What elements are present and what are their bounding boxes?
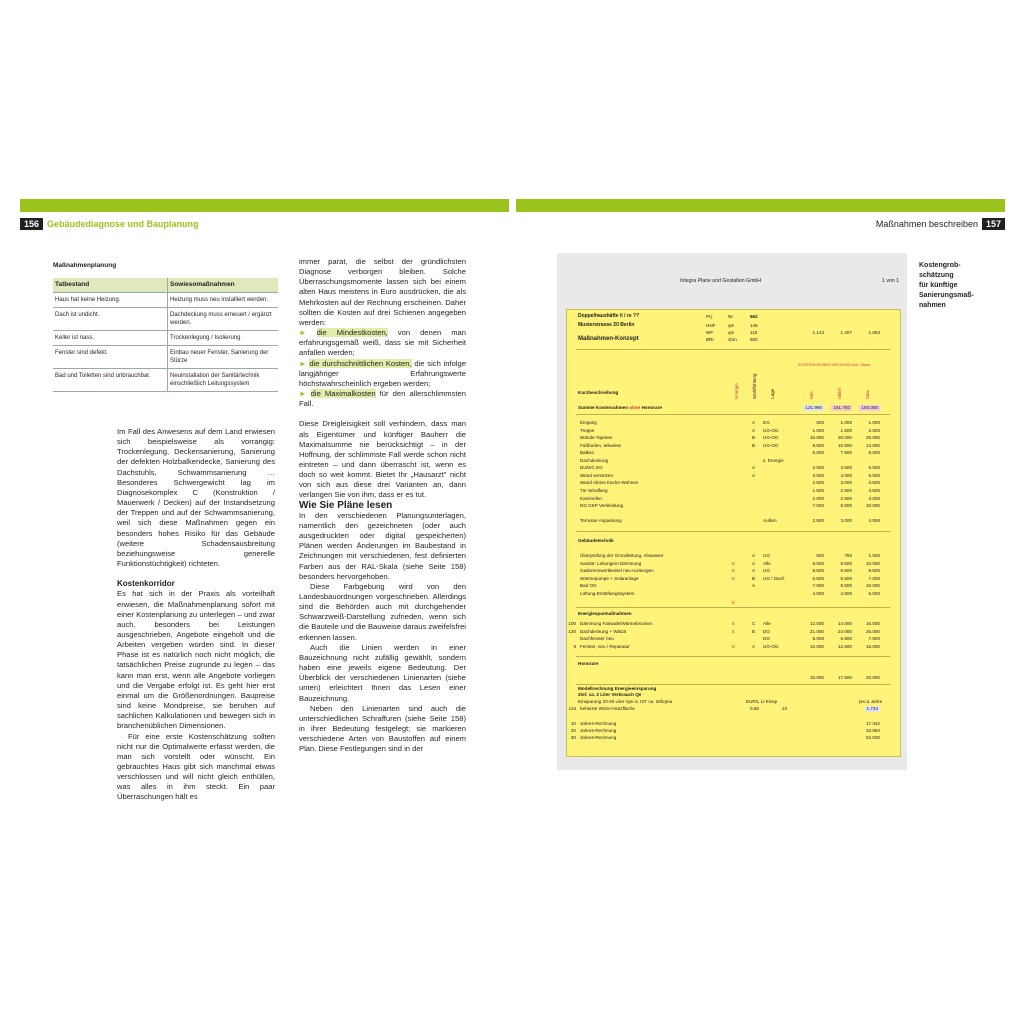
sheet-cell: 1.000	[840, 420, 852, 425]
item-name: Fenster, neu / Reparatur	[580, 643, 630, 649]
caption-line: schätzung	[919, 272, 954, 279]
item-name: Sanitär: Leitungen+Dämmung	[580, 560, 642, 566]
item-quantity: 9	[573, 643, 576, 649]
item-energie: E	[732, 621, 736, 626]
item-quantity: 130	[568, 628, 576, 634]
sheet-cell: 1.000	[868, 420, 880, 425]
item-lage: UG-OG	[763, 442, 779, 448]
paragraph: Auch die Linien werden in einer Bauzeichnung nicht zufällig gewählt, sondern haben eine jeweils eigene Bedeutung. Der Überblick der verschiedenen Linienarten (siehe unten) erleichtert Ihnen das Lesen einer Bauzeichnung.	[299, 642, 466, 703]
meta-unit: qm	[728, 330, 735, 335]
sheet-cell: 21.000	[809, 628, 824, 634]
sheet-cell: 7.000	[868, 575, 880, 581]
sheet-cell: 7.500	[840, 450, 852, 456]
item-wohl: A	[752, 583, 756, 589]
sheet-cell: 10.000	[865, 503, 880, 509]
group-title: Honorare	[578, 661, 599, 666]
table-cell: Heizung muss neu installiert werden.	[167, 293, 278, 307]
table-cell: Einbau neuer Fenster, Sanierung der Stürze	[167, 346, 278, 368]
column-label: Lage	[770, 388, 775, 399]
sheet-cell: 14.000	[837, 621, 852, 626]
table-row	[53, 331, 278, 346]
column-label: Wohlfühlung	[752, 373, 757, 399]
year-label: Jahres-Rechnung	[580, 721, 617, 726]
sheet-cell: 10.000	[865, 560, 880, 566]
left-page-number: 156	[20, 218, 43, 230]
sheet-cell: 3.000	[840, 518, 852, 523]
sheet-cell: 7.000	[812, 503, 824, 509]
sheet-cell: 750	[844, 553, 852, 558]
group-title: Energiesparmaßnahmen	[578, 611, 632, 616]
item-lage: UG-OG	[763, 643, 779, 649]
sheet-cell: 1.500	[840, 427, 852, 433]
item-name: Dämmung Fassade/Wärmebrücken	[580, 621, 653, 626]
item-energie: E	[732, 628, 736, 634]
paragraph: Im Fall des Anwesens auf dem Land erwiesen sich beispielsweise als vorrangig: Trockenlegung, Deckensanierung, Sanierung der defekten Holzbalkendecke, Sanierung des Dachstuhls, Schwammsanierung … Besonderes Schwergewicht lag im Diagnosekomplex C (Konstruktion / Mauerwerk / Decken) auf der Instandsetzung der Treppen und auf der Schwammsanierung, weil sich diese Maßnahmen gegen ein besonders hohes Risiko für das Gebäude (weitere Schadensausbreitung beziehungsweise generelle Funktionstüchtigkeit) richteten.	[117, 427, 275, 569]
sheet-cell: 13.000	[865, 442, 880, 448]
item-wohl: A	[752, 553, 756, 558]
project-title: Doppelhaushäfte li / re ??	[578, 313, 640, 319]
item-energie: E	[732, 560, 736, 566]
group-title: Gebäudetechnik	[578, 538, 614, 543]
item-name: Bad OG	[580, 583, 597, 589]
sheet-cell: 3.500	[868, 480, 880, 486]
sheet-cell: 10.000	[809, 643, 824, 649]
caption-line: für künftige	[919, 282, 958, 289]
sheet-cell: 500	[816, 420, 824, 425]
sheet-cell: 5.000	[812, 636, 824, 642]
highlight-text: die Maximalkosten	[310, 389, 376, 399]
sheet-cell: 9.500	[868, 568, 880, 574]
sheet-cell: 5.000	[868, 472, 880, 478]
item-name: Gasbrennwertkessel neu+Leitungen	[580, 568, 654, 574]
meta-key: Prj.	[706, 314, 713, 319]
sheet-cell: 15.000	[809, 675, 824, 680]
model-label: pro a Jahre	[859, 699, 883, 704]
sheet-cell: 3.000	[812, 472, 824, 478]
model-title: Modellrechnung Energieeinsparung	[578, 686, 657, 691]
left-head-title: Gebäudediagnose und Bauplanung	[47, 219, 199, 229]
meta-unit: qm	[728, 323, 735, 328]
sheet-cell: 5.000	[868, 590, 880, 596]
figure-caption	[919, 261, 974, 311]
highlight-text: die Mindestkosten,	[316, 328, 388, 338]
meta-value: 115	[750, 330, 758, 335]
item-wohl: A	[752, 427, 756, 433]
item-name: Wand versetzen	[580, 472, 614, 478]
paragraph: Neben den Linienarten sind auch die unterschiedlichen Schraffuren (siehe Seite 158) in ihrer Bedeutung festgelegt; sie markieren verschiedene Arten von Baustoffen auf einem Plan. Diese Festlegungen sind in der	[299, 703, 466, 754]
item-lage: EG	[763, 420, 770, 425]
sheet-cell: 25.000	[865, 435, 880, 441]
year-count: 20	[570, 728, 576, 734]
item-energie: E	[732, 575, 736, 581]
header-cell: Tatbestand	[55, 281, 90, 288]
paragraph: Diese Farbgebung wird von den Landesbauordnungen vorgeschrieben. Allerdings sind die Behörden auch mit durchgehender Schwarzweiß-Darstellung zufrieden, wenn sich die Bauteile und die Bauweise daraus zweifelsfrei erkennen lassen.	[299, 581, 466, 642]
item-wohl: B	[752, 575, 756, 581]
right-page-number: 157	[982, 218, 1005, 230]
item-name: DG GKP Verkleidung	[580, 503, 624, 509]
section-heading: Kostenkorridor	[117, 579, 175, 589]
table-row	[53, 369, 278, 392]
sheet-cell: 6.500	[840, 575, 852, 581]
item-wohl: B	[752, 435, 756, 441]
header-cell: Sowiesomaßnahmen	[167, 278, 278, 292]
item-lage: Außen	[763, 518, 777, 523]
table-row	[53, 346, 278, 369]
item-wohl: A	[752, 643, 756, 649]
sheet-cell: 5.500	[812, 450, 824, 456]
sheet-cell: 7.500	[868, 636, 880, 642]
sheet-cell: 8.500	[812, 442, 824, 448]
bullet-item	[299, 359, 466, 389]
item-name: Lüftung-Entlüftungssystem	[580, 590, 635, 596]
sheet-cell: 7.500	[812, 583, 824, 589]
column-label: Min.	[809, 390, 814, 399]
sheet-cell: 15.000	[865, 643, 880, 649]
bullet-item	[299, 389, 466, 409]
page-of-label: 1 von 1	[882, 278, 900, 284]
year-label: Jahres-Rechnung	[580, 735, 617, 741]
sheet-divider	[576, 531, 890, 532]
item-name: Balkon	[580, 450, 595, 456]
item-name: Treppe	[580, 427, 595, 433]
table-cell: Trockenlegung / Isolierung	[167, 331, 278, 345]
sheet-cell: 2.500	[868, 427, 880, 433]
right-running-head	[876, 218, 1005, 230]
item-name: Dachfenster neu	[580, 636, 614, 642]
item-name: Dachdeckung + WäDä	[580, 628, 627, 634]
sheet-cell: 1.000	[868, 553, 880, 558]
sheet-divider	[576, 684, 890, 685]
sheet-cell: 8.500	[840, 583, 852, 589]
item-lage: UG	[763, 553, 770, 558]
column-label: Max.	[865, 389, 870, 399]
sheet-divider	[576, 349, 890, 350]
sum-value: 131.990	[805, 405, 822, 410]
section-heading: Wie Sie Pläne lesen	[299, 499, 393, 511]
sheet-cell: 2.500	[840, 495, 852, 501]
item-lage: UG-OG	[763, 435, 779, 441]
year-count: 30	[570, 735, 576, 741]
sheet-cell: 9.000	[868, 450, 880, 456]
item-lage: Alle	[763, 560, 771, 566]
item-lage: DG	[763, 636, 770, 642]
measures-table-title: Maßnahmenplanung	[53, 262, 117, 269]
item-wohl: B	[752, 442, 756, 448]
sum-value: 161.750	[833, 405, 850, 410]
paragraph: Für eine erste Kostenschätzung sollten nicht nur die Optimalwerte erfasst werden, die man sich vorstellt oder wünscht. Ein gebrauchtes Haus gibt sich manchmal etwas verschlossen und will nicht gleich enthüllen, was alles in ihm steckt. Ein paar Überraschungen hält es	[117, 731, 275, 802]
table-header-row	[53, 278, 278, 293]
paragraph: Es hat sich in der Praxis als vorteilhaft erwiesen, die Maßnahmenplanung sofort mit einer Kostenplanung zu unterlegen – und zwar auch, besonders bei Leistungen ausgeschrieben, Angebote eingeholt und die Arbeiten vergeben worden sind. In dieser Phase ist es natürlich noch nicht möglich, die tatsächlichen Preise zugrunde zu legen – das kann man erst, wenn alle Angebote vorliegen und die Vergabe erfolgt ist. Es geht hier erst einmal um die Größenordnungen. Baupreise sind keine Mondpreise, sie beruhen auf sachlichen Kalkulationen und bewegen sich in branchenüblichen Dimensionen.	[117, 589, 275, 731]
paragraph: In den verschiedenen Planungsunterlagen, namentlich den gezeichneten (oder auch ausgedruckten oder digital gespeicherten) Plänen werden Änderungen im Baubestand in Zeichnungen mit verschiedenen, fest definierten Farben aus der RAL-Skala (siehe Seite 158) besonders hervorgehoben.	[299, 510, 466, 581]
item-wohl: A	[752, 568, 756, 574]
sum-label-part: Honorare	[640, 405, 662, 410]
sheet-cell: 12.500	[837, 643, 852, 649]
table-cell: Keller ist nass.	[55, 335, 95, 341]
item-name: Tür Windfang	[580, 487, 608, 493]
column-label: Mittel	[837, 388, 842, 399]
meta-key: BRI	[706, 337, 714, 342]
concept-title: Maßnahmen-Konzept	[578, 336, 639, 342]
sheet-cell: 2.500	[840, 487, 852, 493]
measures-table	[53, 262, 278, 392]
sheet-cell: 20.000	[837, 435, 852, 441]
model-value: 23	[782, 706, 788, 711]
item-name: Fußboden, teilweise	[580, 442, 622, 448]
table-cell: Fenster sind defekt.	[55, 350, 108, 356]
bullet-marker: ►	[299, 358, 307, 368]
sheet-cell: 10.500	[837, 442, 852, 448]
item-lage: UG-OG	[763, 427, 779, 433]
sum-label	[578, 405, 662, 411]
bullet-marker: ►	[299, 328, 307, 338]
sheet-cell: 17.500	[837, 675, 852, 680]
sheet-cell: 1.407	[840, 330, 852, 335]
item-name: Du/WC EG	[580, 465, 603, 471]
item-energie: E	[732, 643, 736, 649]
model-goal: Ziel: ca. 2 Liter Verbrauch Qe	[578, 692, 642, 697]
sum-value: 193.050	[861, 405, 878, 410]
year-value: 17.342	[865, 721, 880, 726]
item-wohl: A	[752, 420, 756, 425]
item-name: Terrasse Anpassung	[580, 518, 622, 523]
item-name: Dachdeckung	[580, 457, 609, 463]
item-lage: UG / Dach	[763, 575, 785, 581]
caption-line: Sanierungsmaß-	[919, 292, 974, 299]
left-running-head	[20, 218, 199, 230]
sheet-cell: 1.000	[812, 427, 824, 433]
table-cell: Dach ist undicht.	[55, 312, 100, 318]
item-lage: s. Energie	[763, 457, 784, 463]
meta-value: 662	[750, 314, 758, 319]
meta-value: 145	[750, 323, 758, 328]
highlight-text: die durchschnittlichen Kosten,	[309, 358, 412, 368]
sheet-divider	[576, 414, 890, 415]
item-wohl: B	[752, 628, 756, 634]
sheet-cell: 3.000	[840, 480, 852, 486]
item-lage: UG	[763, 568, 770, 574]
item-lage: DG	[763, 628, 770, 634]
meta-value: 650	[750, 337, 758, 342]
sheet-cell: 4.000	[868, 518, 880, 523]
item-energie: E	[732, 600, 736, 605]
sheet-cell: 4.500	[840, 590, 852, 596]
sheet-cell: 3.000	[868, 495, 880, 501]
sheet-cell: 16.000	[865, 621, 880, 626]
sheet-cell: 2.500	[812, 518, 824, 523]
model-value: 1.734	[866, 706, 878, 711]
sheet-cell: 8.500	[840, 560, 852, 566]
paragraph: immer parat, die selbst der gründlichsten Diagnose verborgen bleiben. Solche Überraschungsmomente lassen sich bei einem alten Haus meistens in Euro ausdrücken, die als Mehrkosten auf der Rechnung erscheinen. Daher sollten die Kosten auf drei Schienen angegeben werden:	[299, 257, 466, 327]
sheet-divider	[576, 607, 890, 608]
table-row	[53, 308, 278, 331]
right-column-text	[299, 257, 466, 755]
sum-label-part: Summe Kostenrahmen	[578, 405, 630, 410]
sheet-cell: 3.500	[840, 465, 852, 471]
left-column-text	[117, 427, 275, 803]
sheet-cell: 8.500	[812, 560, 824, 566]
sheet-cell: 16.000	[809, 435, 824, 441]
sheet-cell: 500	[816, 553, 824, 558]
sheet-cell: 26.000	[865, 628, 880, 634]
sum-label-part: ohne	[629, 405, 641, 410]
paragraph: Diese Dreigleisigkeit soll verhindern, dass man als Eigentümer und künftiger Bauherr die Maximalsumme nie berücksichtigt – in der Hoffnung, der schlimmste Fall werde schon nicht eintreten – und dann überrascht ist, wenn es doch so weit kommt. Bietet Ihr „Hausarzt" nicht von sich aus diese drei Varianten an, dann verlangen Sie von ihm, dass er es tut.	[299, 419, 466, 500]
table-cell: Dachdeckung muss erneuert / ergänzt werden.	[167, 308, 278, 330]
bullet-text: die sich infolge langjähriger Erfahrungswerte höchstwahrscheinlich ergeben werden;	[299, 358, 466, 388]
column-label: Energie	[734, 383, 739, 399]
item-name: Wände-Tapeten	[580, 435, 613, 441]
sheet-cell: 8.500	[840, 568, 852, 574]
sheet-cell: 20.000	[865, 675, 880, 680]
left-top-bar	[20, 199, 509, 212]
table-cell: Neuinstallation der Sanitärtechnik einschließlich Leitungssystem	[167, 369, 278, 391]
item-name: Überprüfung der Grundleitung, Abwasser	[580, 553, 664, 558]
sheet-cell: 24.000	[837, 628, 852, 634]
bullet-text: für den allerschlimmsten Fall.	[299, 389, 466, 409]
right-head-title: Maßnahmen beschreiben	[875, 219, 978, 229]
sheet-cell: 5.000	[868, 465, 880, 471]
sheet-cell: 2.000	[812, 495, 824, 501]
meta-key: HNF	[706, 323, 716, 328]
bullet-text: von denen man erfahrungsgemäß weiß, dass sie mit Sicherheit anfallen werden;	[299, 328, 466, 358]
model-line: Einsparung 20-25 Liter /qm·a; IST ca. 30l/qma	[578, 699, 673, 704]
sheet-cell: 2.500	[812, 465, 824, 471]
sheet-cell: KOSTENGROBSCHÄTZUNG incl. Mwst.	[798, 362, 871, 367]
item-name: Eingang	[580, 420, 597, 425]
year-count: 10	[570, 721, 576, 726]
meta-unit: cbm	[728, 337, 737, 342]
model-label: EUR/L Li-Einsp	[746, 699, 778, 704]
company-name: Integra Plane und Gestalten GmbH	[680, 278, 762, 284]
sheet-cell: 1.143	[812, 330, 824, 335]
item-name: Kaminofen	[580, 495, 602, 501]
sheet-cell: 4.000	[840, 472, 852, 478]
table-row	[53, 293, 278, 308]
bullet-item	[299, 328, 466, 358]
sheet-cell: 2.500	[812, 480, 824, 486]
year-value: 34.684	[865, 728, 880, 734]
item-wohl: A	[752, 560, 756, 566]
sheet-cell: 8.500	[840, 503, 852, 509]
item-quantity: 100	[568, 621, 576, 626]
cost-sheet-content	[566, 309, 901, 757]
bullet-marker: ►	[299, 389, 307, 399]
sheet-cell: 5.500	[812, 575, 824, 581]
meta-key: WF	[706, 330, 714, 335]
sheet-cell: 1.500	[812, 487, 824, 493]
year-label: Jahres-Rechnung	[580, 728, 617, 734]
meta-unit: Nr.	[728, 314, 734, 319]
table-cell: Bad und Toiletten sind unbrauchbar.	[55, 373, 151, 379]
sheet-cell: 6.500	[840, 636, 852, 642]
caption-line: nahmen	[919, 302, 946, 309]
sheet-divider	[576, 656, 890, 657]
sheet-cell: 10.000	[865, 583, 880, 589]
table-cell: Haus hat keine Heizung.	[55, 297, 121, 303]
item-wohl: A	[752, 465, 756, 471]
right-top-bar	[516, 199, 1005, 212]
sheet-cell: 4.000	[812, 590, 824, 596]
kurz-label: Kurzbeschreibung	[578, 390, 619, 395]
project-address: Musterstrasse 20 Berlin	[578, 322, 635, 328]
item-name: Wand Abriss Küche-Wohnen	[580, 480, 639, 486]
sheet-cell: 3.500	[868, 487, 880, 493]
item-quantity: 116	[568, 706, 576, 711]
sheet-cell: 8.500	[812, 568, 824, 574]
sheet-cell: 1.683	[868, 330, 880, 335]
item-wohl: C	[752, 621, 756, 626]
caption-line: Kostengrob-	[919, 262, 961, 269]
item-lage: Alle	[763, 621, 771, 626]
model-line: beheizte Wohn+Nutzfläche	[580, 706, 635, 711]
item-energie: E	[732, 568, 736, 574]
item-name: Wärmepumpe + Solaranlage	[580, 575, 639, 581]
year-value: 52.026	[865, 735, 880, 741]
model-value: 0,65	[750, 706, 759, 711]
item-wohl: A	[752, 472, 756, 478]
sheet-cell: 12.000	[809, 621, 824, 626]
